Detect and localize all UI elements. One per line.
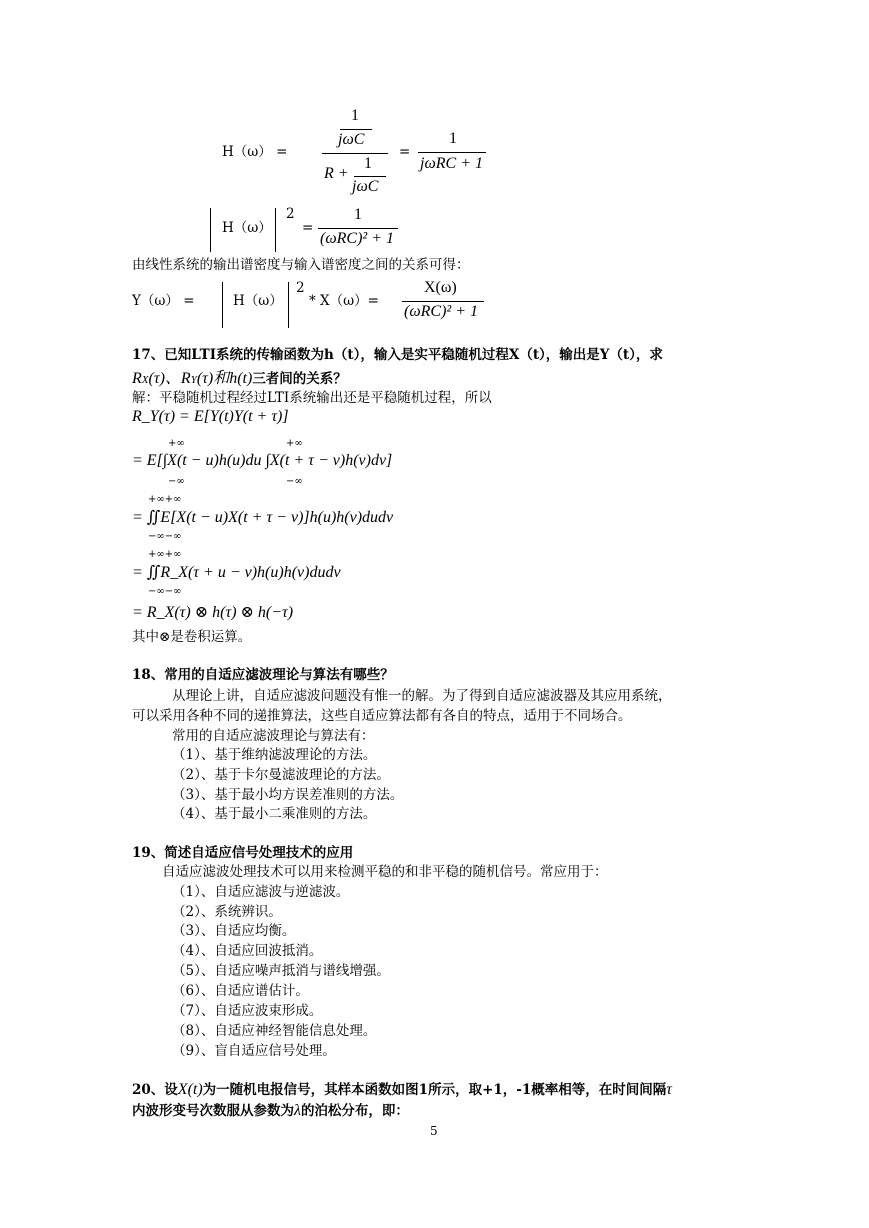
q17-title-line1: 17、已知LTI系统的传输函数为h（t），输入是实平稳随机过程X（t），输出是Y（t），求 [132,347,663,363]
q19-item: （1）、自适应滤波与逆滤波。 [172,884,350,900]
eq-y-power: 2 [296,280,305,296]
q17-title-mid: (τ)、R [148,370,191,387]
q20-line1 [132,1080,672,1100]
q17-limit-bot-c: −∞−∞ [148,531,182,542]
eq-h-den-frac-line [354,176,386,177]
q17-ry-sub: Y [190,374,197,386]
q17-limit-bot-b: −∞ [286,476,303,487]
q20-xt: X(t) [177,1081,203,1098]
q17-limit-bot-d: −∞−∞ [148,586,182,597]
q18-item: （3）、基于最小均方误差准则的方法。 [172,787,404,803]
eq-y-num: X(ω) [424,279,457,296]
q17-solution: 解：平稳随机过程经过LTI系统输出还是平稳随机过程，所以 [132,390,492,406]
eq-hsq-power: 2 [286,206,295,222]
q17-line1: R_Y(τ) = E[Y(t)Y(t + τ)] [132,408,289,425]
q17-limit-top-d: +∞+∞ [148,549,182,560]
eq-y-mid: * X（ω）= [309,293,379,309]
q20-tau: τ [666,1081,672,1098]
eq-hsq-num: 1 [354,206,362,223]
eq-h-num-one: 1 [351,107,359,124]
q17-rx-sub: X [141,374,149,386]
eq-y-lhs: Y（ω） = [132,293,195,309]
q19-item: （8）、自适应神经智能信息处理。 [172,1023,377,1039]
q17-line2: = E[∫X(t − u)h(u)du ∫X(t + τ − v)h(v)dv] [132,452,393,469]
q17-limit-bot-a: −∞ [168,476,185,487]
abs-bar-left [210,208,211,252]
eq-h-small-frac-line [340,129,372,130]
eq-h-den-one: 1 [364,155,372,172]
eq-hsq-lhs: H（ω） [222,220,272,236]
q18-para2: 常用的自适应滤波理论与算法有： [172,728,375,744]
q20-a1: 20、设 [132,1082,178,1098]
q18-para1b: 可以采用各种不同的递推算法，这些自适应算法都有各自的特点，适用于不同场合。 [132,708,632,724]
q17-limit-top-a: +∞ [168,438,185,449]
q19-item: （7）、自适应波束形成。 [172,1003,323,1019]
q19-para: 自适应滤波处理技术可以用来检测平稳的和非平稳的随机信号。常应用于： [162,864,608,880]
eq-y-h: H（ω） [233,293,283,309]
q19-item: （4）、自适应回波抵消。 [172,943,323,959]
q18-item: （1）、基于维纳滤波理论的方法。 [172,747,377,763]
eq-h-rhs-num: 1 [449,130,457,147]
eq-h-den-r: R + [324,165,349,182]
q18-para1: 从理论上讲，自适应滤波问题没有惟一的解。为了得到自适应滤波器及其应用系统， [172,688,672,704]
q20-lambda: λ [294,1102,301,1119]
eq-h-equals: = [399,144,411,160]
q18-item: （2）、基于卡尔曼滤波理论的方法。 [172,767,390,783]
q17-conv-note: 其中⊗是卷积运算。 [132,629,252,645]
eq-h-lhs: H（ω） = [222,144,288,160]
q17-line5: = R_X(τ) ⊗ h(τ) ⊗ h(−τ) [132,604,294,621]
abs-bar-right [275,208,276,252]
eq-hsq-frac-line [318,228,398,229]
q17-limit-top-c: +∞+∞ [148,494,182,505]
q17-title-line2 [132,365,347,389]
page-number: 5 [430,1124,438,1138]
q19-item: （6）、自适应谱估计。 [172,983,309,999]
eq-h-rhs-den: jωRC + 1 [420,155,483,172]
q19-item: （3）、自适应均衡。 [172,923,296,939]
q17-title-mid2: (τ)和h(t) [196,370,253,387]
abs-bar-y-left [222,282,223,328]
q17-title-rest: 三者间的关系？ [252,371,347,387]
eq-y-frac-line [402,301,484,302]
eq-h-main-frac-line [322,153,388,154]
eq-hsq-den: (ωRC)² + 1 [320,230,394,247]
q19-item: （5）、自适应噪声抵消与谱线增强。 [172,963,390,979]
q20-a2: 为一随机电报信号，其样本函数如图1所示，取+1，-1概率相等，在时间间隔 [202,1082,667,1098]
eq-h-rhs-frac-line [418,152,486,153]
abs-bar-y-right [288,282,289,328]
q17-line3: = ∬E[X(t − u)X(t + τ − v)]h(u)h(v)dudv [132,509,394,526]
q18-title: 18、常用的自适应滤波理论与算法有哪些？ [132,667,394,683]
eq-h-den-jwc: jωC [352,178,379,195]
q19-title: 19、简述自适应信号处理技术的应用 [132,845,354,861]
text-linear-relation: 由线性系统的输出谱密度与输入谱密度之间的关系可得： [132,257,470,273]
q19-item: （9）、盲自适应信号处理。 [172,1043,336,1059]
q20-b2: 的泊松分布，即： [300,1103,409,1119]
q17-rx-r: R [132,370,142,387]
q18-item: （4）、基于最小二乘准则的方法。 [172,806,377,822]
q20-b1: 内波形变号次数服从参数为 [132,1103,294,1119]
q17-limit-top-b: +∞ [286,438,303,449]
q19-item: （2）、系统辨识。 [172,904,282,920]
eq-hsq-equals: = [302,220,314,236]
q20-line2 [132,1101,409,1121]
eq-h-num-jwc: jωC [338,131,365,148]
q17-line4: = ∬R_X(τ + u − v)h(u)h(v)dudv [132,564,341,581]
eq-y-den: (ωRC)² + 1 [404,303,478,320]
